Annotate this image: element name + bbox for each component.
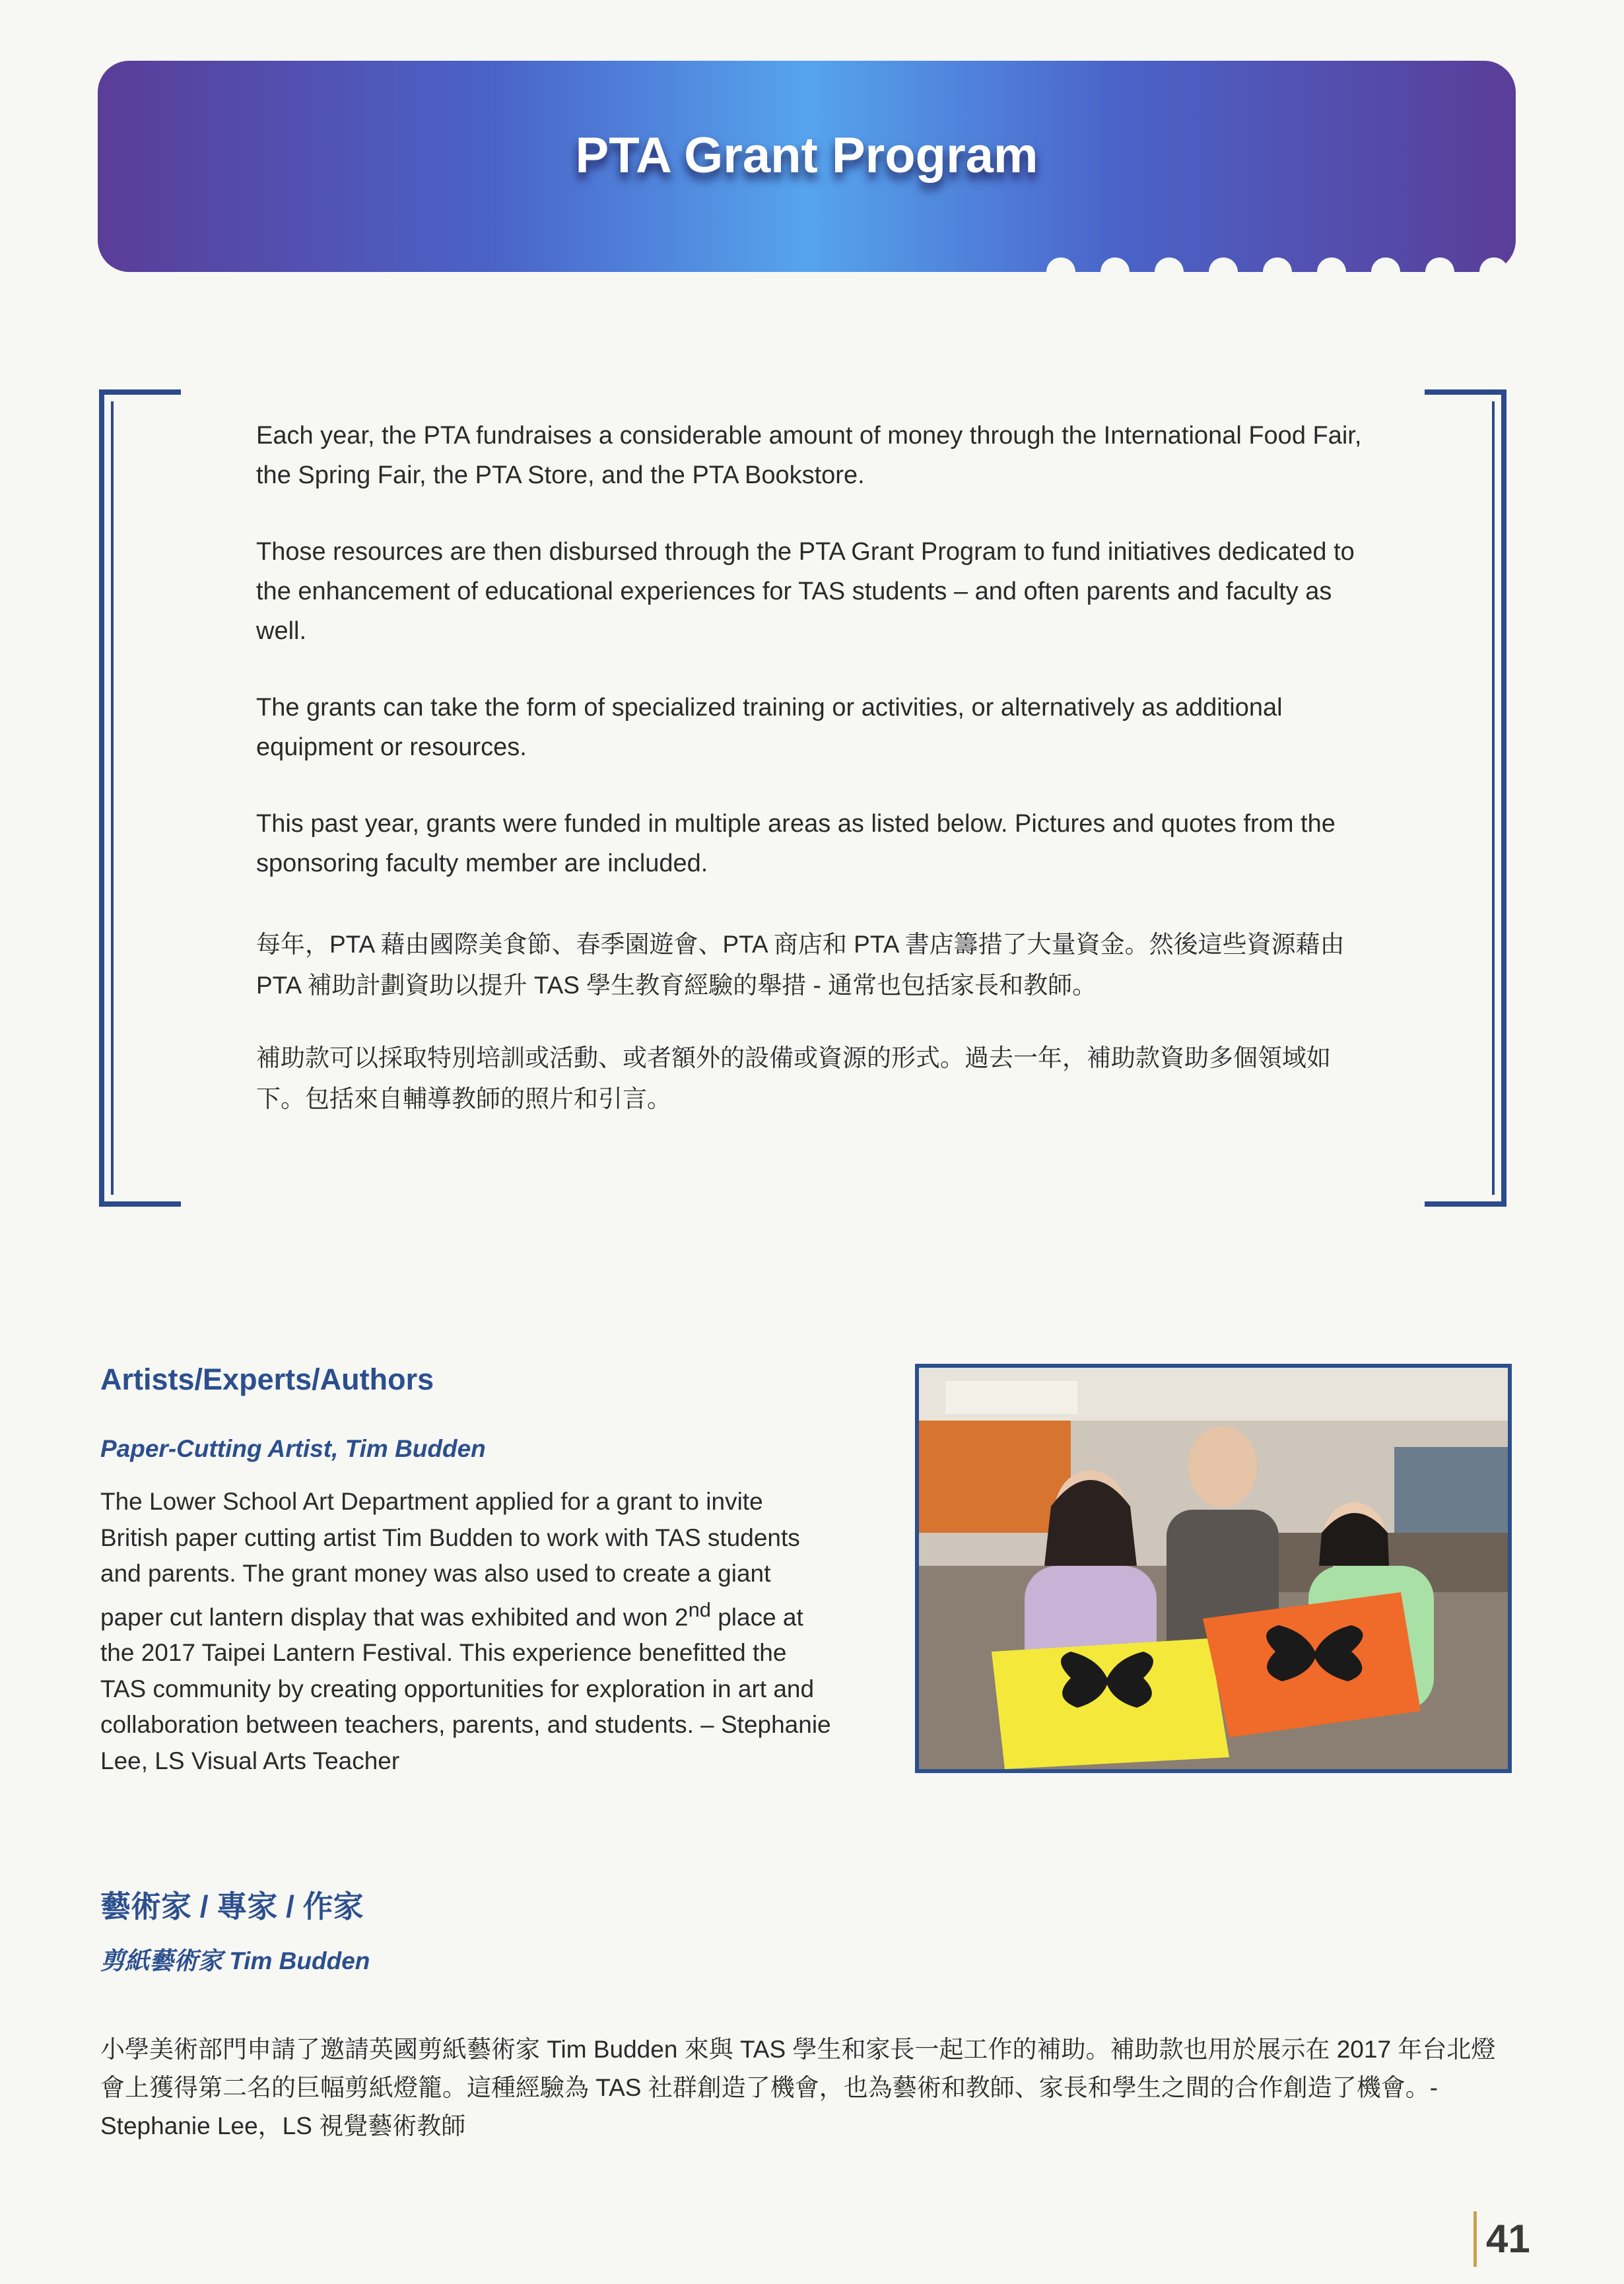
section-body xyxy=(100,1484,833,1779)
page-title: PTA Grant Program xyxy=(575,127,1038,184)
intro-paragraph-chinese: 每年，PTA 藉由國際美食節、春季園遊會、PTA 商店和 PTA 書店籌措了大量資金。然後這些資源藉由 PTA 補助計劃資助以提升 TAS 學生教育經驗的舉措 - 通常也包括家長和教師。 xyxy=(256,931,1345,999)
section-heading-chinese: 藝術家 / 專家 / 作家 xyxy=(100,1889,364,1924)
intro-text-block xyxy=(256,416,1372,1151)
left-bracket-decoration xyxy=(99,389,181,1207)
intro-paragraph: Each year, the PTA fundraises a considerable amount of money through the International Food Fair, the Spring Fair, the PTA Store, and the PTA Bookstore. xyxy=(256,422,1362,489)
banner-dots-decoration xyxy=(1046,257,1508,277)
event-photo xyxy=(915,1364,1512,1773)
section-body-part: The Lower School Art Department applied for a grant to invite British paper cutting artist Tim Budden to work with TAS students and parents. The grant money was also used to create a giant paper cut lantern display that was exhibited and won 2 xyxy=(100,1488,800,1630)
title-banner xyxy=(98,61,1516,272)
ordinal-suffix: nd xyxy=(688,1597,711,1621)
intro-paragraph-chinese: 補助款可以採取特別培訓或活動、或者額外的設備或資源的形式。過去一年，補助款資助多個領域如下。包括來自輔導教師的照片和引言。 xyxy=(256,1044,1331,1112)
intro-paragraph: Those resources are then disbursed through the PTA Grant Program to fund initiatives dedicated to the enhancement of educational experiences for TAS students – and often parents and faculty as well. xyxy=(256,538,1355,645)
section-heading: Artists/Experts/Authors xyxy=(100,1362,434,1396)
section-subheading-chinese: 剪紙藝術家 Tim Budden xyxy=(100,1947,370,1974)
intro-paragraph: The grants can take the form of specialized training or activities, or alternatively as additional equipment or resources. xyxy=(256,694,1283,761)
section-subheading: Paper-Cutting Artist, Tim Budden xyxy=(100,1435,486,1462)
section-body-chinese: 小學美術部門申請了邀請英國剪紙藝術家 Tim Budden 來與 TAS 學生和家長一起工作的補助。補助款也用於展示在 2017 年台北燈會上獲得第二名的巨幅剪紙燈籠。這種經驗為 TAS 社群創造了機會，也為藝術和教師、家長和學生之間的合作創造了機會。-Stephanie Lee，LS 視覺藝術教師 xyxy=(100,2036,1496,2139)
intro-paragraph: This past year, grants were funded in multiple areas as listed below. Pictures and quotes from the sponsoring faculty member are included. xyxy=(256,810,1336,877)
section-body-part: place at the 2017 Taipei Lantern Festival. This experience benefitted the TAS community by creating opportunities for exploration in art and collaboration between teachers, parents, and students. – Stephanie Lee, LS Visual Arts Teacher xyxy=(100,1603,831,1774)
page-number: 41 xyxy=(1473,2211,1530,2267)
right-bracket-decoration xyxy=(1425,389,1506,1207)
